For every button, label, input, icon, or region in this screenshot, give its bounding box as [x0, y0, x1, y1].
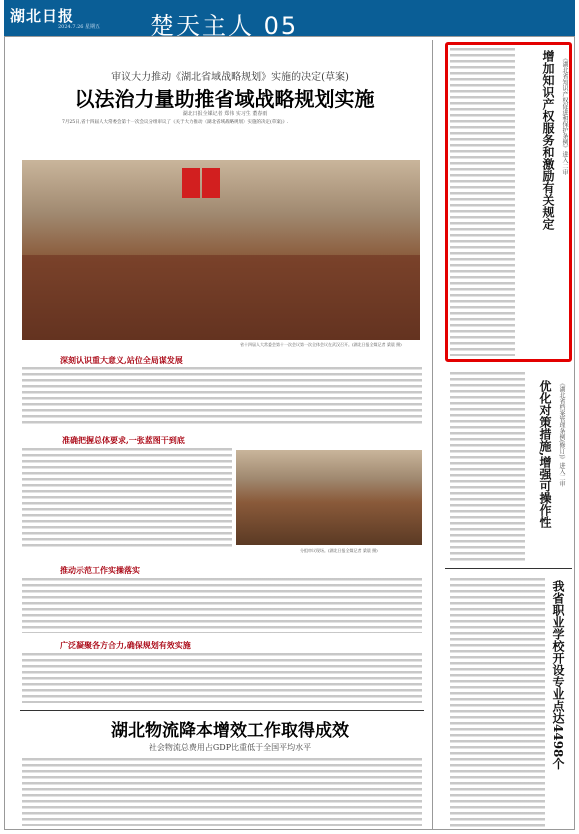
body-text-block [22, 758, 422, 826]
main-photo-caption: 省十四届人大常委会第十一次会议第一次全体会议在武汉召开。(湖北日报全媒记者 梁晨 摄) [240, 342, 402, 347]
body-text-block [22, 653, 422, 703]
subhead-3: 推动示范工作实操落实 [60, 565, 140, 575]
subhead-4: 广泛凝聚各方合力,确保规划有效实施 [60, 640, 191, 650]
secondary-photo [236, 450, 422, 545]
subhead-2: 准确把握总体要求,一张蓝图干到底 [62, 435, 185, 445]
main-headline: 以法治力量助推省域战略规划实施 [74, 87, 375, 111]
body-text-block [22, 367, 422, 427]
sidebar-title-2: 优化对策措施,增强可操作性 [538, 380, 552, 529]
flag-icon [202, 168, 220, 198]
bottom-headline: 湖北物流降本增效工作取得成效 [111, 721, 349, 741]
sidebar-title-3: 我省职业学校开设专业点达4498个 [551, 580, 565, 770]
bottom-subheadline: 社会物流总费用占GDP比重低于全国平均水平 [148, 743, 312, 752]
sidebar-subtitle-2: 《湖北省档案管理条例(修订)》进入二审 [558, 380, 565, 487]
main-photo [22, 160, 420, 340]
divider [20, 710, 424, 711]
divider [445, 568, 572, 569]
flag-icon [182, 168, 200, 198]
sidebar-body-text [450, 48, 515, 356]
issue-date: 2024.7.26 星期五 [58, 24, 101, 30]
section-title: 楚天主人 05 [150, 12, 299, 40]
sidebar-subtitle-1: 《湖北省知识产权促进和保护条例》进入二审 [561, 55, 568, 175]
sidebar-body-text [450, 578, 545, 828]
secondary-photo-caption: 分组审议现场。(湖北日报全媒记者 梁晨 摄) [300, 548, 378, 553]
column-divider [432, 40, 433, 830]
body-text-block [22, 448, 232, 548]
subhead-1: 深刻认识重大意义,站位全局谋发展 [60, 355, 183, 365]
sidebar-body-text [450, 372, 525, 562]
main-lede: 7月25日,省十四届人大常委会第十一次会议分组审议了《关于大力推动〈湖北省域战略规划〉实施的决定(草案)》. [62, 120, 289, 125]
body-text-block [22, 578, 422, 633]
newspaper-logo: 湖北日报 [10, 7, 75, 25]
main-byline: 湖北日报全媒记者 郑伟 实习生 董春雨 [182, 111, 268, 117]
desk-rows [22, 255, 420, 340]
sidebar-title-1: 增加知识产权服务和激励有关规定 [541, 50, 555, 230]
main-kicker: 审议大力推动《湖北省域战略规划》实施的决定(草案) [111, 72, 349, 83]
